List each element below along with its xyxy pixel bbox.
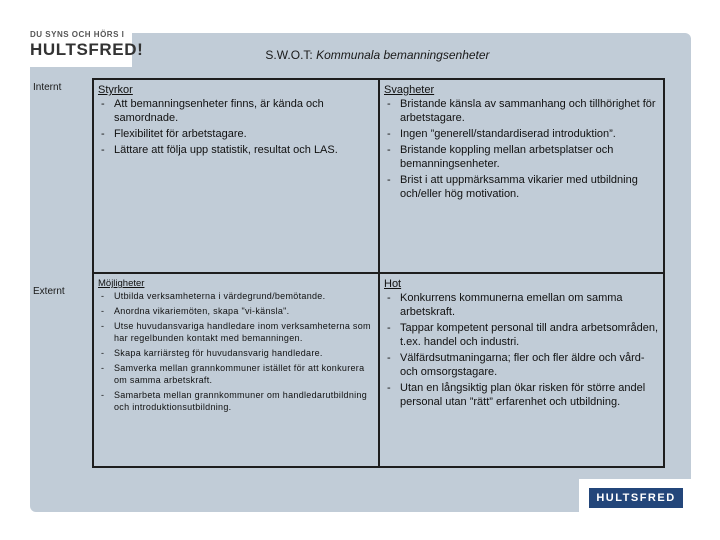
opportunities-item: - Utse huvudansvariga handledare inom verksamheterna som har regelbunden kontakt med bemanningen.	[98, 320, 372, 344]
opportunities-quadrant	[92, 272, 380, 468]
weaknesses-list	[384, 97, 659, 201]
opportunities-item: - Utbilda verksamheterna i värdegrund/bemötande.	[98, 290, 372, 302]
strengths-list	[98, 97, 372, 157]
weaknesses-heading: Svagheter	[384, 84, 435, 96]
page-title	[150, 48, 605, 62]
weaknesses-item: - Bristande känsla av sammanhang och tillhörighet för arbetstagare.	[384, 97, 659, 125]
title-prefix: S.W.O.T:	[265, 48, 313, 62]
strengths-item: - Flexibilitet för arbetstagare.	[98, 127, 372, 141]
row-label-external: Externt	[33, 286, 65, 297]
logo-tagline: DU SYNS OCH HÖRS I	[30, 30, 125, 39]
weaknesses-quadrant	[378, 78, 665, 274]
logo-name: HULTSFRED!	[30, 40, 144, 59]
threats-quadrant	[378, 272, 665, 468]
weaknesses-item: - Brist i att uppmärksamma vikarier med utbildning och/eller hög motivation.	[384, 173, 659, 201]
opportunities-item: - Anordna vikariemöten, skapa "vi-känsla".	[98, 305, 372, 317]
threats-heading: Hot	[384, 278, 402, 290]
threats-list	[384, 291, 659, 409]
threats-item: - Utan en långsiktig plan ökar risken för större andel personal utan ”rätt” erfarenhet och utbildning.	[384, 381, 659, 409]
strengths-item: - Att bemanningsenheter finns, är kända och samordnade.	[98, 97, 372, 125]
strengths-quadrant	[92, 78, 380, 274]
threats-item: - Välfärdsutmaningarna; fler och fler äldre och vård- och omsorgstagare.	[384, 351, 659, 379]
strengths-heading: Styrkor	[98, 84, 133, 96]
opportunities-item: - Skapa karriärsteg för huvudansvarig handledare.	[98, 347, 372, 359]
title-text: Kommunala bemanningsenheter	[316, 48, 490, 62]
footer-logo	[579, 479, 691, 512]
opportunities-heading: Möjligheter	[98, 278, 145, 289]
weaknesses-item: - Ingen ”generell/standardiserad introduktion”.	[384, 127, 659, 141]
opportunities-list	[98, 290, 372, 413]
weaknesses-item: - Bristande koppling mellan arbetsplatser och bemanningsenheter.	[384, 143, 659, 171]
opportunities-item: - Samarbeta mellan grannkommuner om handledarutbildning och introduktionsutbildning.	[98, 389, 372, 413]
row-label-internal: Internt	[33, 82, 62, 93]
hultsfred-logo	[30, 30, 150, 60]
threats-item: - Tappar kompetent personal till andra arbetsområden, t.ex. handel och industri.	[384, 321, 659, 349]
opportunities-item: - Samverka mellan grannkommuner istället för att konkurera om samma arbetskraft.	[98, 362, 372, 386]
footer-logo-text: HULTSFRED	[589, 488, 683, 508]
threats-item: - Konkurrens kommunerna emellan om samma arbetskraft.	[384, 291, 659, 319]
strengths-item: - Lättare att följa upp statistik, resultat och LAS.	[98, 143, 372, 157]
